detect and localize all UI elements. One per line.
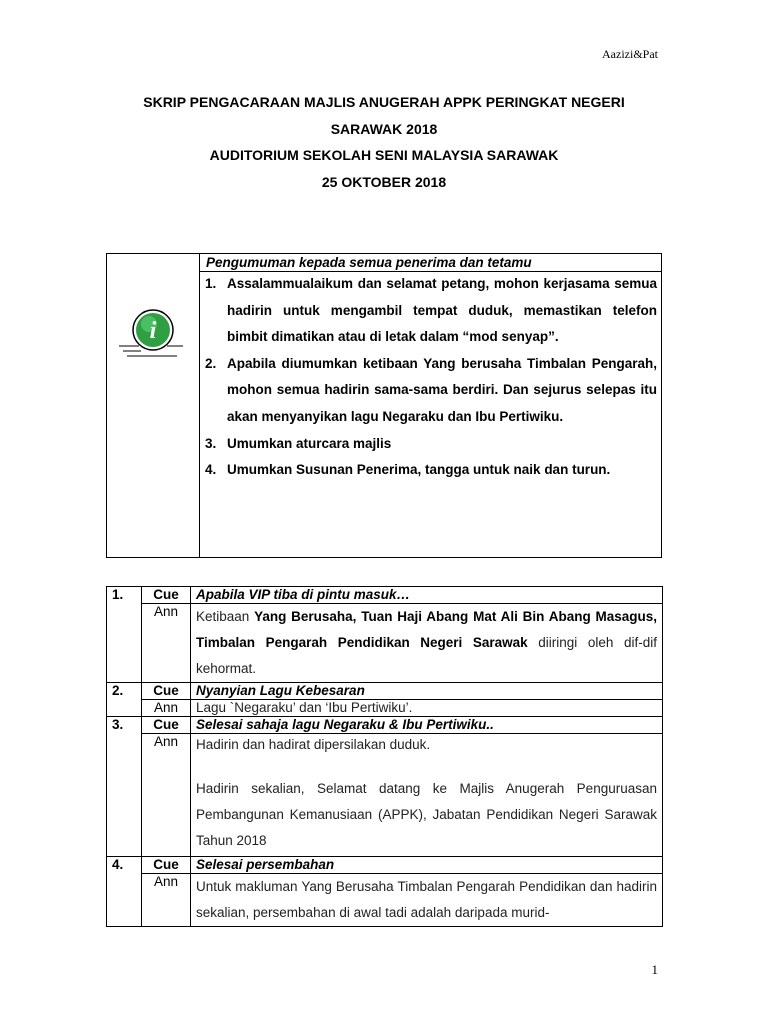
announcement-item-number: 3. xyxy=(205,435,217,451)
script-table xyxy=(106,586,663,927)
table-row xyxy=(107,734,663,857)
ann-text-pre: Ketibaan xyxy=(196,609,255,624)
step-number: 2. xyxy=(107,683,142,717)
announcement-heading: Pengumuman kepada semua penerima dan tetamu xyxy=(200,254,661,272)
ann-text: Untuk makluman Yang Berusaha Timbalan Pengarah Pendidikan dan hadirin sekalian, persembahan di awal tadi adalah daripada murid- xyxy=(191,874,663,927)
document-title-line-2: SARAWAK 2018 xyxy=(330,121,438,137)
announcement-item-number: 4. xyxy=(205,462,217,478)
table-row xyxy=(107,587,663,604)
info-icon xyxy=(117,302,189,362)
step-number: 3. xyxy=(107,717,142,857)
cue-label: Cue xyxy=(142,717,191,734)
table-row xyxy=(107,604,663,683)
ann-label: Ann xyxy=(142,734,191,857)
announcement-box xyxy=(106,253,662,558)
svg-text:i: i xyxy=(149,318,157,344)
announcement-item-text: Assalammualaikum dan selamat petang, mohon kerjasama semua hadirin untuk mengambil tempat duduk, memastikan telefon bimbit dimatikan atau di letak dalam “mod senyap”. xyxy=(227,276,657,345)
announcement-item-number: 2. xyxy=(205,355,217,371)
cue-text: Apabila VIP tiba di pintu masuk… xyxy=(191,587,663,604)
step-number: 1. xyxy=(107,587,142,683)
table-row xyxy=(107,874,663,927)
announcement-item xyxy=(205,431,657,458)
announcement-item xyxy=(205,457,657,484)
header-author: Aazizi&Pat xyxy=(602,47,658,61)
announcement-item xyxy=(205,351,657,431)
ann-text-paragraph: Hadirin dan hadirat dipersilakan duduk. xyxy=(196,737,431,752)
announcement-item-text: Apabila diumumkan ketibaan Yang berusaha Timbalan Pengarah, mohon semua hadirin sama-sama berdiri. Dan sejurus selepas itu akan menyanyikan lagu Negaraku dan Ibu Pertiwiku. xyxy=(227,355,657,424)
ann-text xyxy=(191,734,663,857)
announcement-item-text: Umumkan aturcara majlis xyxy=(227,435,392,451)
step-number: 4. xyxy=(107,857,142,927)
ann-label: Ann xyxy=(142,700,191,717)
ann-text-post: diiringi oleh dif-dif kehormat. xyxy=(196,635,657,676)
document-venue: AUDITORIUM SEKOLAH SENI MALAYSIA SARAWAK xyxy=(209,147,559,163)
page-number: 1 xyxy=(651,962,658,977)
cue-label: Cue xyxy=(142,683,191,700)
announcement-item-number: 1. xyxy=(205,276,217,291)
cue-label: Cue xyxy=(142,857,191,874)
document-title-line-1: SKRIP PENGACARAAN MAJLIS ANUGERAH APPK PERINGKAT NEGERI xyxy=(143,94,625,110)
table-row xyxy=(107,717,663,734)
announcement-item xyxy=(205,271,657,351)
ann-text-paragraph: Hadirin sekalian, Selamat datang ke Majlis Anugerah Penguruasan Pembangunan Kemanusiaan (APPK), Jabatan Pendidikan Negeri Sarawak Tahun 2018 xyxy=(196,781,657,848)
ann-text xyxy=(191,604,663,683)
ann-text: Lagu `Negaraku’ dan ‘Ibu Pertiwiku’. xyxy=(191,700,663,717)
cue-text: Selesai sahaja lagu Negaraku & Ibu Pertiwiku.. xyxy=(191,717,663,734)
table-row xyxy=(107,683,663,700)
document-date: 25 OKTOBER 2018 xyxy=(321,174,447,190)
ann-text-vip: Yang Berusaha, Tuan Haji Abang Mat Ali Bin Abang Masagus, Timbalan Pengarah Pendidikan Negeri Sarawak xyxy=(196,609,658,650)
table-row xyxy=(107,857,663,874)
ann-label: Ann xyxy=(142,874,191,927)
cue-text: Selesai persembahan xyxy=(191,857,663,874)
announcement-icon-cell xyxy=(107,254,200,557)
cue-text: Nyanyian Lagu Kebesaran xyxy=(191,683,663,700)
cue-label: Cue xyxy=(142,587,191,604)
announcement-list xyxy=(205,271,657,484)
ann-label: Ann xyxy=(142,604,191,683)
table-row xyxy=(107,700,663,717)
announcement-item-text: Umumkan Susunan Penerima, tangga untuk naik dan turun. xyxy=(227,462,611,478)
